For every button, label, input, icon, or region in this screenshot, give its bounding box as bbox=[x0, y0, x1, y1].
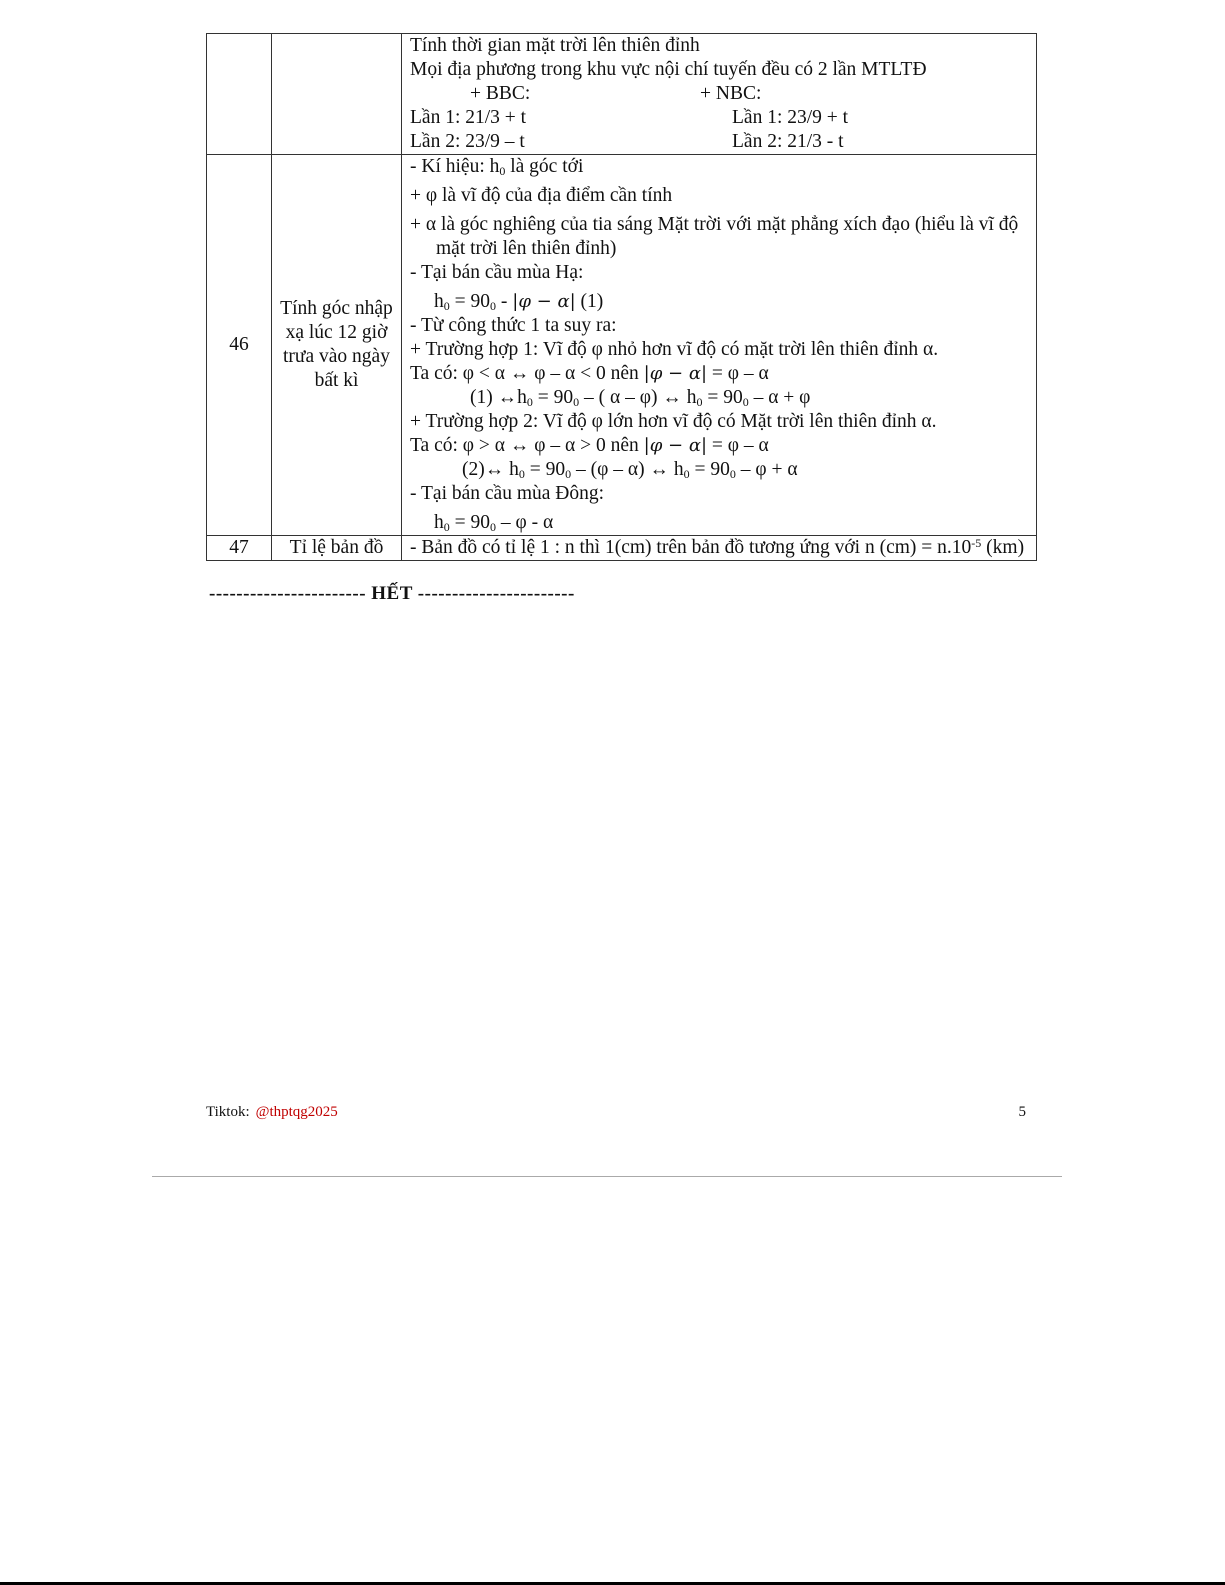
case-2-condition: Ta có: φ > α ↔ φ – α > 0 nên |φ − α| = φ – α bbox=[410, 435, 769, 456]
map-scale-text: - Bản đồ có tỉ lệ 1 : n thì 1(cm) trên bản đồ tương ứng với n $(cm) = n.10^{-5}$ (km) bbox=[410, 536, 1025, 558]
table-row-top bbox=[207, 34, 1037, 155]
table-row-47 bbox=[207, 536, 1037, 561]
alpha-definition: + α là góc nghiêng của tia sáng Mặt trời với mặt phẳng xích đạo (hiểu là vĩ độ mặt trời lên thiên đỉnh) bbox=[410, 214, 1019, 259]
bbc-first-pass: Lần 1: 21/3 + t bbox=[410, 107, 527, 128]
hemisphere-labels bbox=[410, 82, 1028, 106]
topic-cell-empty bbox=[272, 34, 402, 155]
case-2-result: (2)↔ $h_0 = 90_0 - (\varphi - \alpha)$ ↔ $h_0 = 90_0 - \varphi + \alpha$ bbox=[462, 459, 798, 481]
bbc-label: + BBC: bbox=[470, 83, 531, 104]
summer-hemisphere-heading: - Tại bán cầu mùa Hạ: bbox=[410, 262, 584, 283]
row-topic: Tính góc nhập xạ lúc 12 giờ trưa vào ngày bất kì bbox=[272, 155, 402, 536]
row-number: 46 bbox=[207, 155, 272, 536]
footer-credit bbox=[206, 1104, 338, 1121]
table-row-46 bbox=[207, 155, 1037, 536]
content-cell-sun-zenith bbox=[402, 34, 1037, 155]
page-separator bbox=[152, 1176, 1062, 1177]
content-table bbox=[206, 33, 1037, 561]
derivation-heading: - Từ công thức 1 ta suy ra: bbox=[410, 315, 617, 336]
page-footer bbox=[206, 1104, 1026, 1121]
row-topic: Tỉ lệ bản đồ bbox=[272, 536, 402, 561]
symbol-definition: - Kí hiệu: $h_0$ là góc tới bbox=[410, 156, 584, 178]
case-1-heading: + Trường hợp 1: Vĩ độ φ nhỏ hơn vĩ độ có mặt trời lên thiên đỉnh α. bbox=[410, 339, 939, 360]
formula-2: $h_0 = 90_0 - \varphi - \alpha$ bbox=[434, 512, 554, 534]
num-cell-empty bbox=[207, 34, 272, 155]
zenith-intro: Mọi địa phương trong khu vực nội chí tuyến đều có 2 lần MTLTĐ bbox=[410, 59, 927, 80]
end-marker: ----------------------- HẾT ----------------------- bbox=[209, 583, 575, 604]
bbc-second-pass: Lần 2: 23/9 – t bbox=[410, 131, 525, 152]
zenith-title: Tính thời gian mặt trời lên thiên đỉnh bbox=[410, 35, 700, 56]
tiktok-handle: @thptqg2025 bbox=[255, 1104, 338, 1120]
first-pass-row bbox=[410, 106, 1028, 130]
second-pass-row bbox=[410, 130, 1028, 154]
footer-label: Tiktok: bbox=[206, 1104, 250, 1120]
nbc-first-pass: Lần 1: 23/9 + t bbox=[732, 107, 849, 128]
nbc-label: + NBC: bbox=[700, 83, 762, 104]
content-cell-map-scale bbox=[402, 536, 1037, 561]
case-1-condition: Ta có: φ < α ↔ φ – α < 0 nên |φ − α| = φ – α bbox=[410, 363, 769, 384]
case-1-result: (1) $\leftrightarrow h_0 = 90_0$ – ( α – φ) ↔ $h_0 = 90_0 - \alpha + \varphi$ bbox=[470, 387, 811, 409]
page-number: 5 bbox=[1018, 1104, 1026, 1120]
formula-1: $h_0 = 90_0 - |\varphi - \alpha|$ (1) bbox=[434, 291, 604, 313]
case-2-heading: + Trường hợp 2: Vĩ độ φ lớn hơn vĩ độ có Mặt trời lên thiên đỉnh α. bbox=[410, 411, 937, 432]
content-cell-noon-angle bbox=[402, 155, 1037, 536]
nbc-second-pass: Lần 2: 21/3 - t bbox=[732, 131, 844, 152]
winter-hemisphere-heading: - Tại bán cầu mùa Đông: bbox=[410, 483, 605, 504]
phi-definition: + φ là vĩ độ của địa điểm cần tính bbox=[410, 185, 673, 206]
row-number: 47 bbox=[207, 536, 272, 561]
